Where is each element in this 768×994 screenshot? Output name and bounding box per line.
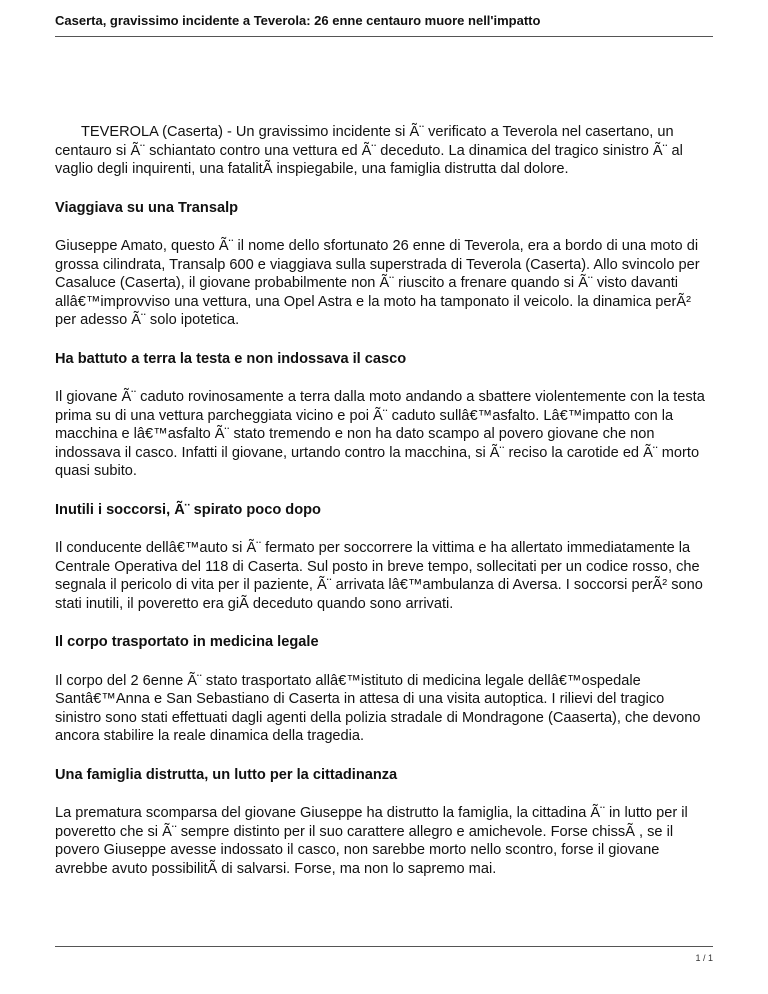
article-intro: TEVEROLA (Caserta) - Un gravissimo incidente si Ã¨ verificato a Teverola nel casertano, un centauro si Ã¨ schiantato contro una vettura ed Ã¨ deceduto. La dinamica del tragico sinistro Ã¨ al vaglio degli inquirenti, una fatalitÃ inspiegabile, una famiglia distrutta dal dolore. xyxy=(55,124,683,177)
page-number: 1 / 1 xyxy=(695,953,713,963)
document-title: Caserta, gravissimo incidente a Teverola: 26 enne centauro muore nell'impatto xyxy=(55,13,541,28)
section-heading: Inutili i soccorsi, Ã¨ spirato poco dopo xyxy=(55,501,321,518)
page-footer xyxy=(55,946,713,977)
section-heading: Una famiglia distrutta, un lutto per la cittadinanza xyxy=(55,766,398,783)
section-heading: Ha battuto a terra la testa e non indossava il casco xyxy=(55,350,407,367)
section-paragraph: Il giovane Ã¨ caduto rovinosamente a terra dalla moto andando a sbattere violentemente con la testa prima su di una vettura parcheggiata vicino e poi Ã¨ caduto sullâ€™asfalto. Lâ€™impatto con la macchina e lâ€™asfalto Ã¨ stato tremendo e non ha dato scampo al povero giovane che non indossava il casco. Infatti il giovane, urtando contro la macchina, si Ã¨ reciso la carotide ed Ã¨ morto quasi subito. xyxy=(55,389,705,479)
section-paragraph: Il conducente dellâ€™auto si Ã¨ fermato per soccorrere la vittima e ha allertato immediatamente la Centrale Operativa del 118 di Caserta. Sul posto in breve tempo, sollecitati per un codice rosso, che segnala il pericolo di vita per il paziente, Ã¨ arrivata lâ€™ambulanza di Aversa. I soccorsi perÃ² sono stati inutili, il poveretto era giÃ deceduto quando sono arrivati. xyxy=(55,540,703,612)
section-paragraph: La prematura scomparsa del giovane Giuseppe ha distrutto la famiglia, la cittadina Ã¨ in lutto per il poveretto che si Ã¨ sempre distinto per il suo carattere allegro e amichevole. Forse chissÃ , se il povero Giuseppe avesse indossato il casco, non sarebbe morto nello scontro, forse il giovane avrebbe avuto possibilitÃ di salvarsi. Forse, ma non lo sapremo mai. xyxy=(55,805,688,877)
section-heading: Il corpo trasportato in medicina legale xyxy=(55,634,319,650)
page-header xyxy=(55,12,713,37)
article-body xyxy=(55,123,713,898)
section-paragraph: Il corpo del 2 6enne Ã¨ stato trasportato allâ€™istituto di medicina legale dellâ€™ospedale Santâ€™Anna e San Sebastiano di Caserta in attesa di una visita autoptica. I rilievi del tragico sinistro sono stati effettuati dagli agenti della polizia stradale di Mondragone (Caaserta), che devono ancora stabilire la reale dinamica della tragedia. xyxy=(55,672,701,744)
section-paragraph: Giuseppe Amato, questo Ã¨ il nome dello sfortunato 26 enne di Teverola, era a bordo di una moto di grossa cilindrata, Transalp 600 e viaggiava sulla superstrada di Teverola (Caserta). Allo svincolo per Casaluce (Caserta), il giovane probabilmente non Ã¨ riuscito a frenare quando si Ã¨ visto davanti allâ€™improvviso una vettura, una Opel Astra e la moto ha tamponato il veicolo. la dinamica perÃ² per adesso Ã¨ solo ipotetica. xyxy=(55,238,700,328)
section-heading: Viaggiava su una Transalp xyxy=(55,199,239,216)
